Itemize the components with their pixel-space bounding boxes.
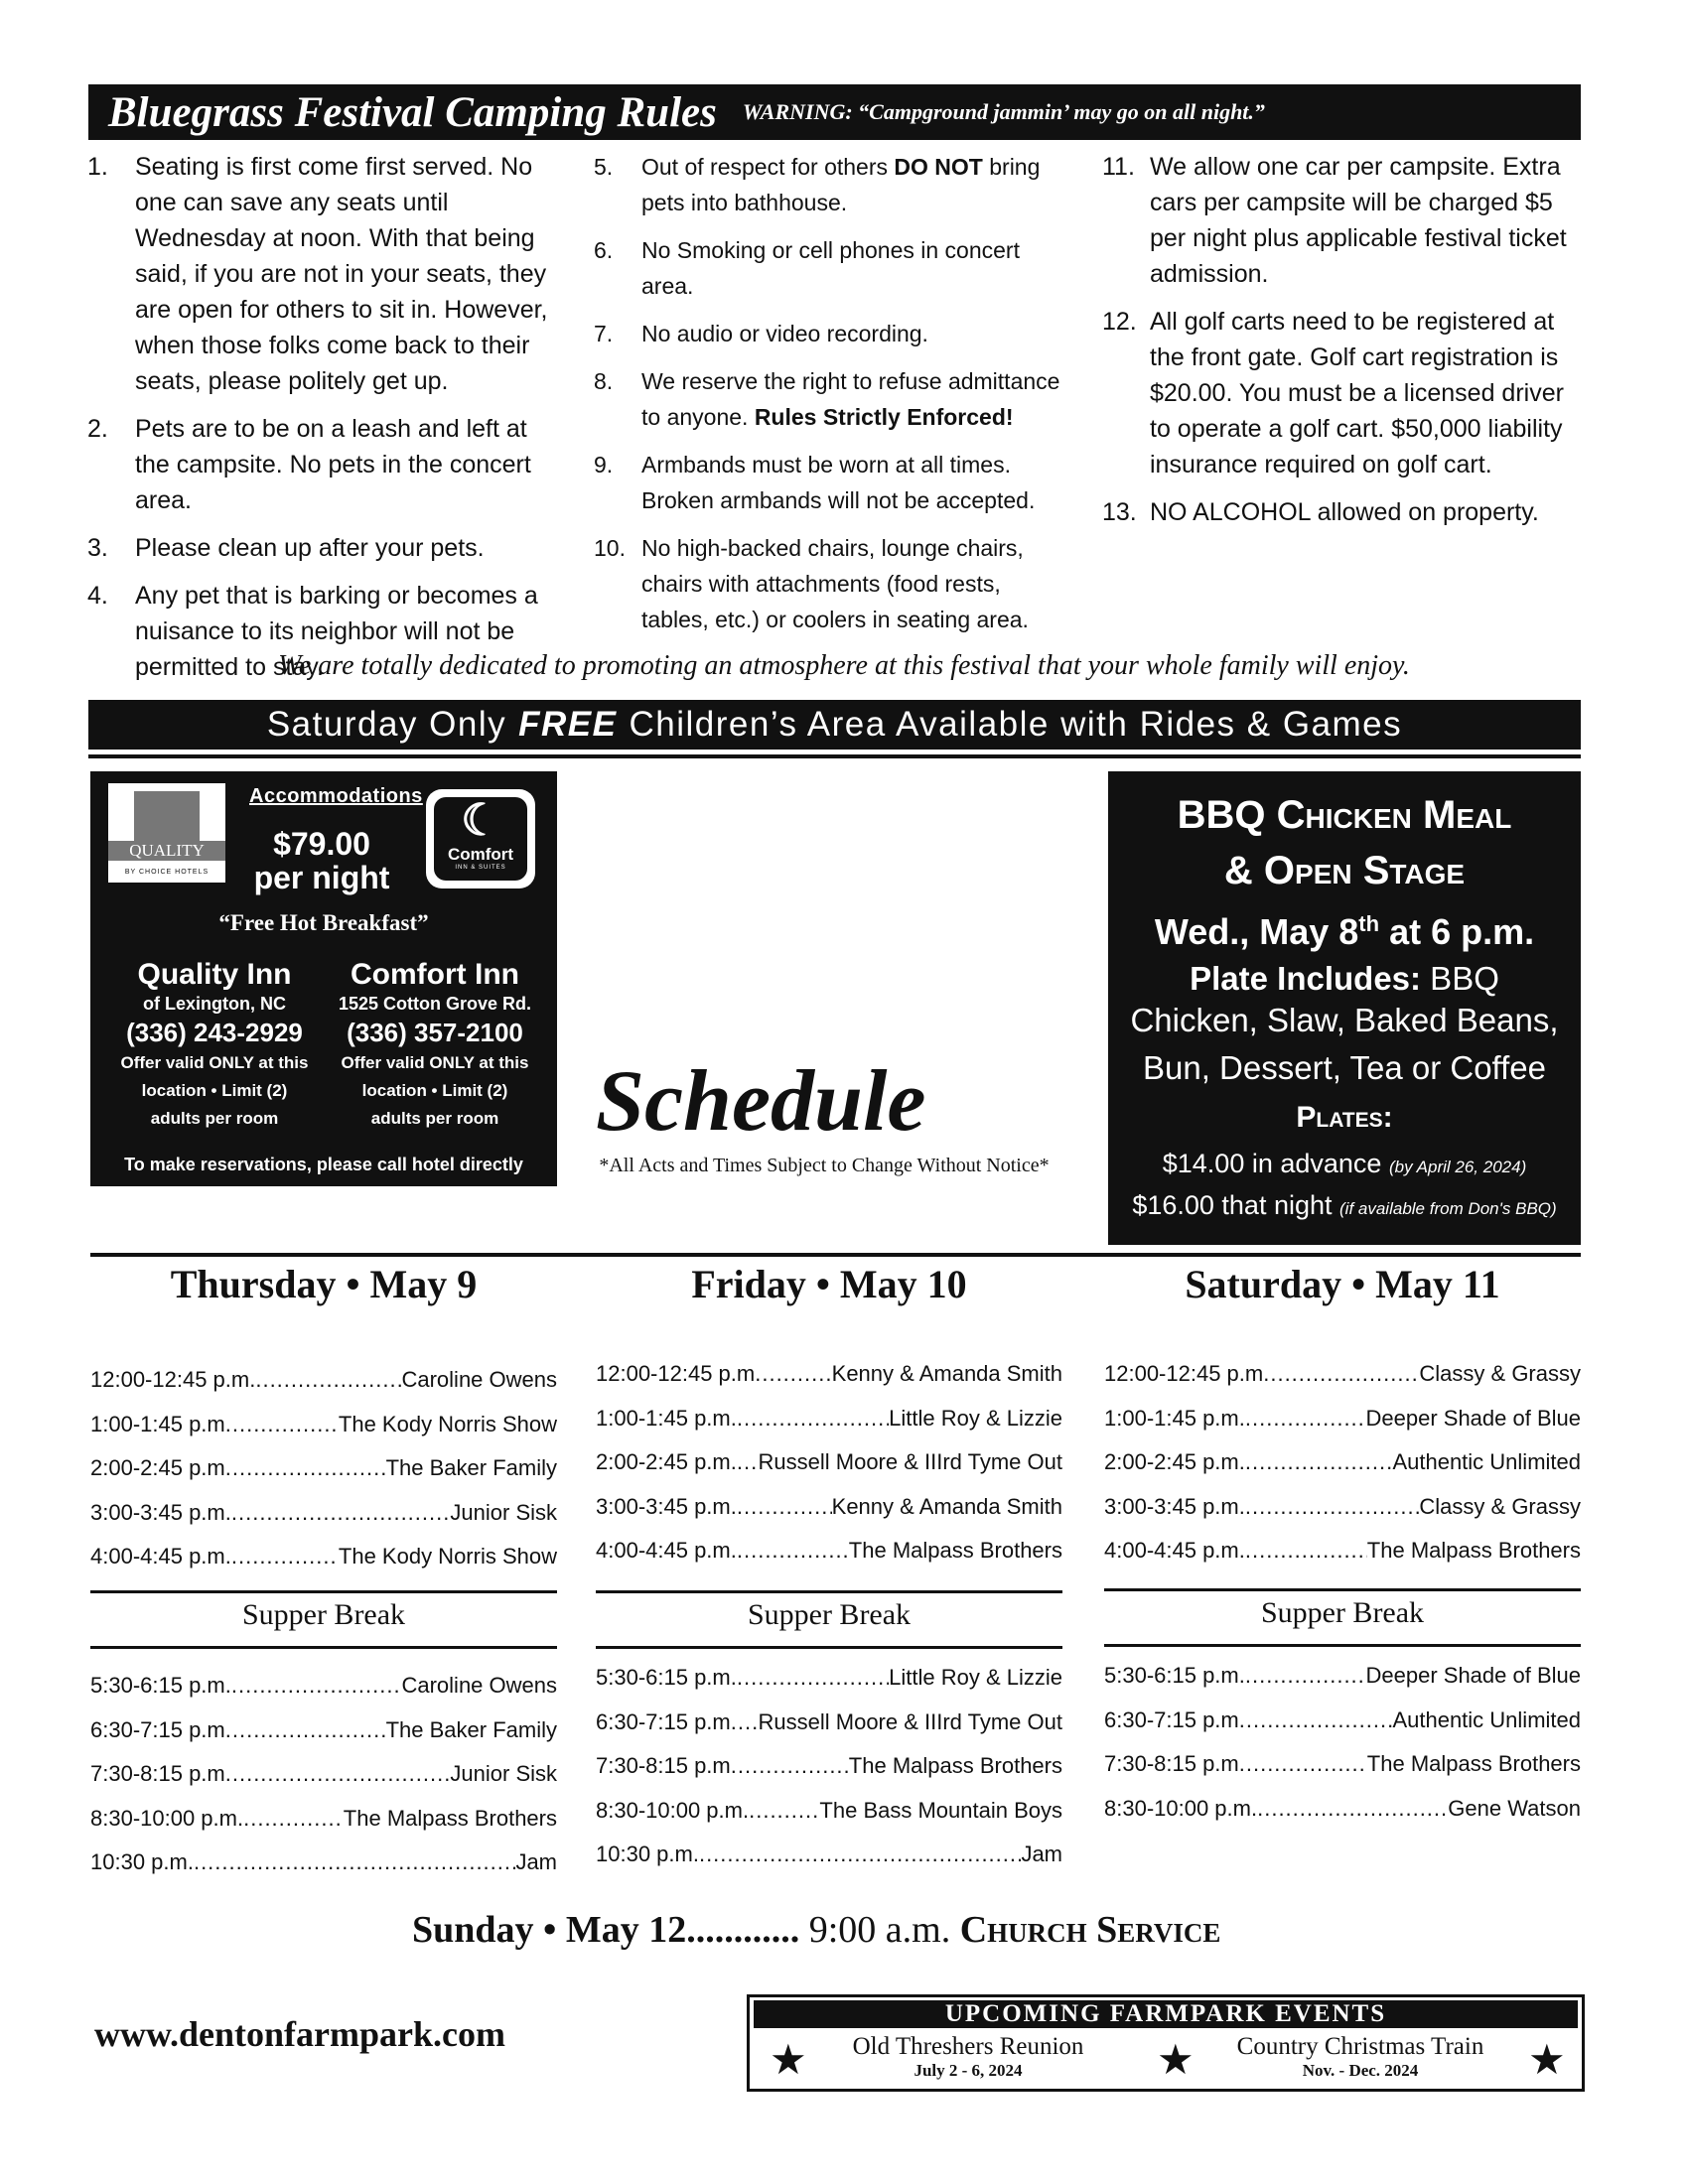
banner-text: Saturday Only <box>266 705 507 744</box>
schedule-row: 8:30-10:00 p.m. ..... The Bass Mountain Boys <box>596 1789 1062 1834</box>
event-item: Old Threshers Reunion July 2 - 6, 2024 <box>852 2033 1084 2080</box>
rule-text: Armbands must be worn at all times. Broken armbands will not be accepted. <box>641 452 1036 513</box>
rule-item <box>1102 494 1581 530</box>
rule-text: We allow one car per campsite. Extra cars per campsite will be charged $5 per night plus applicable festival ticket admission. <box>1150 153 1567 288</box>
rule-number: 10. <box>594 535 626 561</box>
rule-number: 4. <box>87 582 108 610</box>
accommodations-heading: Accommodations <box>249 785 423 807</box>
bbq-plates-label: Plates: <box>1296 1101 1393 1134</box>
phone-number: (336) 357-2100 <box>347 1018 523 1047</box>
friday-afternoon-list <box>596 1352 1062 1573</box>
sunday-line: Sunday • May 12............ 9:00 a.m. Church Service <box>412 1909 1221 1951</box>
rule-item <box>594 363 1070 435</box>
schedule-row: 10:30 p.m. ..... Jam <box>596 1833 1062 1877</box>
rule-item <box>1102 304 1581 482</box>
schedule-row: 4:00-4:45 p.m. ..... The Malpass Brothers <box>1104 1529 1581 1573</box>
rule-number: 11. <box>1102 153 1135 181</box>
star-icon: ★ <box>1157 2036 1195 2083</box>
warning-text: WARNING: “Campground jammin’ may go on all night.” <box>742 99 1265 124</box>
schedule-row: 8:30-10:00 p.m. ..... Gene Watson <box>1104 1787 1581 1832</box>
schedule-row: 4:00-4:45 p.m. ..... The Kody Norris Show <box>90 1535 557 1579</box>
star-icon: ★ <box>770 2036 807 2083</box>
rule-number: 2. <box>87 415 108 443</box>
schedule-row: 6:30-7:15 p.m ..... The Baker Family <box>90 1708 557 1753</box>
schedule-row: 2:00-2:45 p.m ..... The Baker Family <box>90 1446 557 1491</box>
schedule-row: 3:00-3:45 p.m. ..... Junior Sisk <box>90 1491 557 1536</box>
schedule-row: 1:00-1:45 p.m ..... The Kody Norris Show <box>90 1403 557 1447</box>
schedule-row: 12:00-12:45 p.m ..... Classy & Grassy <box>1104 1352 1581 1397</box>
bbq-subtitle: & Open Stage <box>1223 849 1466 892</box>
schedule-row: 8:30-10:00 p.m. ..... The Malpass Brothers <box>90 1797 557 1842</box>
bbq-date: Wed., May 8th at 6 p.m. <box>1154 911 1535 952</box>
rule-item <box>594 530 1070 637</box>
rule-number: 6. <box>594 237 614 263</box>
thursday-evening-list <box>90 1664 557 1885</box>
schedule-row: 5:30-6:15 p.m. ..... Little Roy & Lizzie <box>596 1656 1062 1701</box>
rule-number: 13. <box>1102 498 1137 526</box>
supper-break: Supper Break <box>1260 1596 1425 1629</box>
rule-item <box>87 411 564 518</box>
schedule-row: 1:00-1:45 p.m. ..... Deeper Shade of Blue <box>1104 1397 1581 1441</box>
events-heading: UPCOMING FARMPARK EVENTS <box>754 2000 1578 2028</box>
rule-text: All golf carts need to be registered at the front gate. Golf cart registration is $20.00. You must be a licensed driver to operate a golf cart. $50,000 liability insurance required on golf cart. <box>1150 308 1564 478</box>
star-icon: ★ <box>1528 2036 1566 2083</box>
schedule-row: 2:00-2:45 p.m. ..... Russell Moore & IIIrd Tyme Out <box>596 1440 1062 1485</box>
rules-column-1 <box>87 149 564 697</box>
schedule-row: 3:00-3:45 p.m. ..... Kenny & Amanda Smith <box>596 1485 1062 1530</box>
rule-text: We reserve the right to refuse admittance to anyone. Rules Strictly Enforced! <box>641 368 1060 430</box>
phone-number: (336) 243-2929 <box>126 1018 303 1047</box>
schedule-row: 7:30-8:15 p.m ..... Junior Sisk <box>90 1752 557 1797</box>
schedule-row: 7:30-8:15 p.m ..... The Malpass Brothers <box>596 1744 1062 1789</box>
rule-item <box>87 530 564 566</box>
rules-column-2 <box>594 149 1070 649</box>
schedule-title: Schedule <box>596 1053 926 1150</box>
rule-item <box>87 149 564 399</box>
rule-item <box>594 447 1070 518</box>
free-breakfast: “Free Hot Breakfast” <box>218 910 429 935</box>
rule-number: 3. <box>87 534 108 562</box>
hotel-quality-inn: Quality Inn of Lexington, NC (336) 243-2929 Offer valid ONLY at this location • Limit (2) adults per room <box>100 958 329 1133</box>
schedule-row: 1:00-1:45 p.m. ..... Little Roy & Lizzie <box>596 1397 1062 1441</box>
event-item: Country Christmas Train Nov. - Dec. 2024 <box>1236 2033 1484 2080</box>
rule-number: 5. <box>594 154 614 180</box>
quality-inn-emblem-icon <box>134 791 200 843</box>
quality-inn-logo: QUALITY BY CHOICE HOTELS <box>108 783 225 883</box>
rule-number: 9. <box>594 452 614 478</box>
schedule-note: *All Acts and Times Subject to Change Without Notice* <box>599 1155 1050 1176</box>
childrens-area-banner <box>88 700 1581 750</box>
reservation-note: To make reservations, please call hotel directly <box>124 1155 523 1174</box>
rule-number: 7. <box>594 321 614 346</box>
rule-number: 1. <box>87 153 108 181</box>
rules-column-3 <box>1102 149 1581 542</box>
divider <box>90 1253 1581 1257</box>
divider <box>596 1646 1062 1649</box>
divider <box>1104 1644 1581 1647</box>
page-title: Bluegrass Festival Camping Rules <box>108 88 717 136</box>
rule-text: NO ALCOHOL allowed on property. <box>1150 498 1539 526</box>
day-heading-saturday: Saturday • May 11 <box>1185 1262 1500 1306</box>
schedule-row: 10:30 p.m. ..... Jam <box>90 1841 557 1885</box>
schedule-row: 7:30-8:15 p.m ..... The Malpass Brothers <box>1104 1742 1581 1787</box>
rule-text: Seating is first come first served. No one can save any seats until Wednesday at noon. With that being said, if you are not in your seats, they are open for others to sit in. However, when those folks come back to their seats, please politely get up. <box>135 153 548 395</box>
bbq-advance-price: $14.00 in advance (by April 26, 2024) <box>1162 1149 1527 1178</box>
rule-item <box>594 316 1070 351</box>
schedule-row: 12:00-12:45 p.m ..... Kenny & Amanda Smith <box>596 1352 1062 1397</box>
rule-text: Please clean up after your pets. <box>135 534 485 562</box>
rule-item <box>594 149 1070 220</box>
divider <box>90 1590 557 1593</box>
website-link[interactable]: www.dentonfarmpark.com <box>94 2014 505 2054</box>
tagline: We are totally dedicated to promoting an atmosphere at this festival that your whole family will enjoy. <box>278 650 1410 681</box>
supper-break: Supper Break <box>241 1598 406 1631</box>
day-heading-thursday: Thursday • May 9 <box>170 1262 478 1306</box>
divider <box>88 754 1581 758</box>
bbq-night-price: $16.00 that night (if available from Don's BBQ) <box>1132 1190 1557 1220</box>
schedule-row: 4:00-4:45 p.m. ..... The Malpass Brothers <box>596 1529 1062 1573</box>
upcoming-events-box <box>747 1994 1585 2092</box>
bbq-plate-includes: Plate Includes: BBQ Chicken, Slaw, Baked Beans, Bun, Dessert, Tea or Coffee <box>1130 960 1559 1086</box>
thursday-afternoon-list <box>90 1358 557 1579</box>
schedule-row: 12:00-12:45 p.m. ..... Caroline Owens <box>90 1358 557 1403</box>
divider <box>1104 1588 1581 1591</box>
schedule-row: 2:00-2:45 p.m. ..... Authentic Unlimited <box>1104 1440 1581 1485</box>
banner-free: FREE <box>518 705 618 744</box>
rule-number: 12. <box>1102 308 1137 336</box>
supper-break: Supper Break <box>747 1598 912 1631</box>
bbq-title: BBQ Chicken Meal <box>1177 793 1512 837</box>
schedule-row: 6:30-7:15 p.m ..... Russell Moore & IIIrd Tyme Out <box>596 1701 1062 1745</box>
rule-text: No audio or video recording. <box>641 321 928 346</box>
schedule-row: 3:00-3:45 p.m. ..... Classy & Grassy <box>1104 1485 1581 1530</box>
saturday-afternoon-list <box>1104 1352 1581 1573</box>
hotel-comfort-inn: Comfort Inn 1525 Cotton Grove Rd. (336) 357-2100 Offer valid ONLY at this location • Limit (2) adults per room <box>321 958 549 1133</box>
rule-item <box>1102 149 1581 292</box>
schedule-row: 5:30-6:15 p.m. ..... Caroline Owens <box>90 1664 557 1708</box>
title-bar <box>88 84 1581 140</box>
saturday-evening-list <box>1104 1654 1581 1831</box>
comfort-inn-logo: ☾ Comfort INN & SUITES <box>426 789 535 888</box>
banner-text: Children’s Area Available with Rides & Games <box>629 705 1403 744</box>
rule-text: Out of respect for others DO NOT bring pets into bathhouse. <box>641 154 1041 215</box>
rule-text: No high-backed chairs, lounge chairs, chairs with attachments (food rests, tables, etc.) or coolers in seating area. <box>641 535 1029 632</box>
comfort-crescent-icon: ☾ <box>461 796 500 845</box>
rule-number: 8. <box>594 368 614 394</box>
accommodations-box <box>90 771 557 1186</box>
friday-evening-list <box>596 1656 1062 1877</box>
bbq-box <box>1108 771 1581 1245</box>
divider <box>596 1590 1062 1593</box>
rule-text: Pets are to be on a leash and left at the campsite. No pets in the concert area. <box>135 415 531 514</box>
room-price: $79.00 per night <box>253 826 390 895</box>
divider <box>90 1646 557 1649</box>
schedule-row: 6:30-7:15 p.m ..... Authentic Unlimited <box>1104 1699 1581 1743</box>
rule-text: No Smoking or cell phones in concert area. <box>641 237 1020 299</box>
rule-text: Any pet that is barking or becomes a nuisance to its neighbor will not be permitted to stay. <box>135 582 538 681</box>
rule-item <box>594 232 1070 304</box>
schedule-row: 5:30-6:15 p.m. ..... Deeper Shade of Blue <box>1104 1654 1581 1699</box>
day-heading-friday: Friday • May 10 <box>691 1262 967 1306</box>
